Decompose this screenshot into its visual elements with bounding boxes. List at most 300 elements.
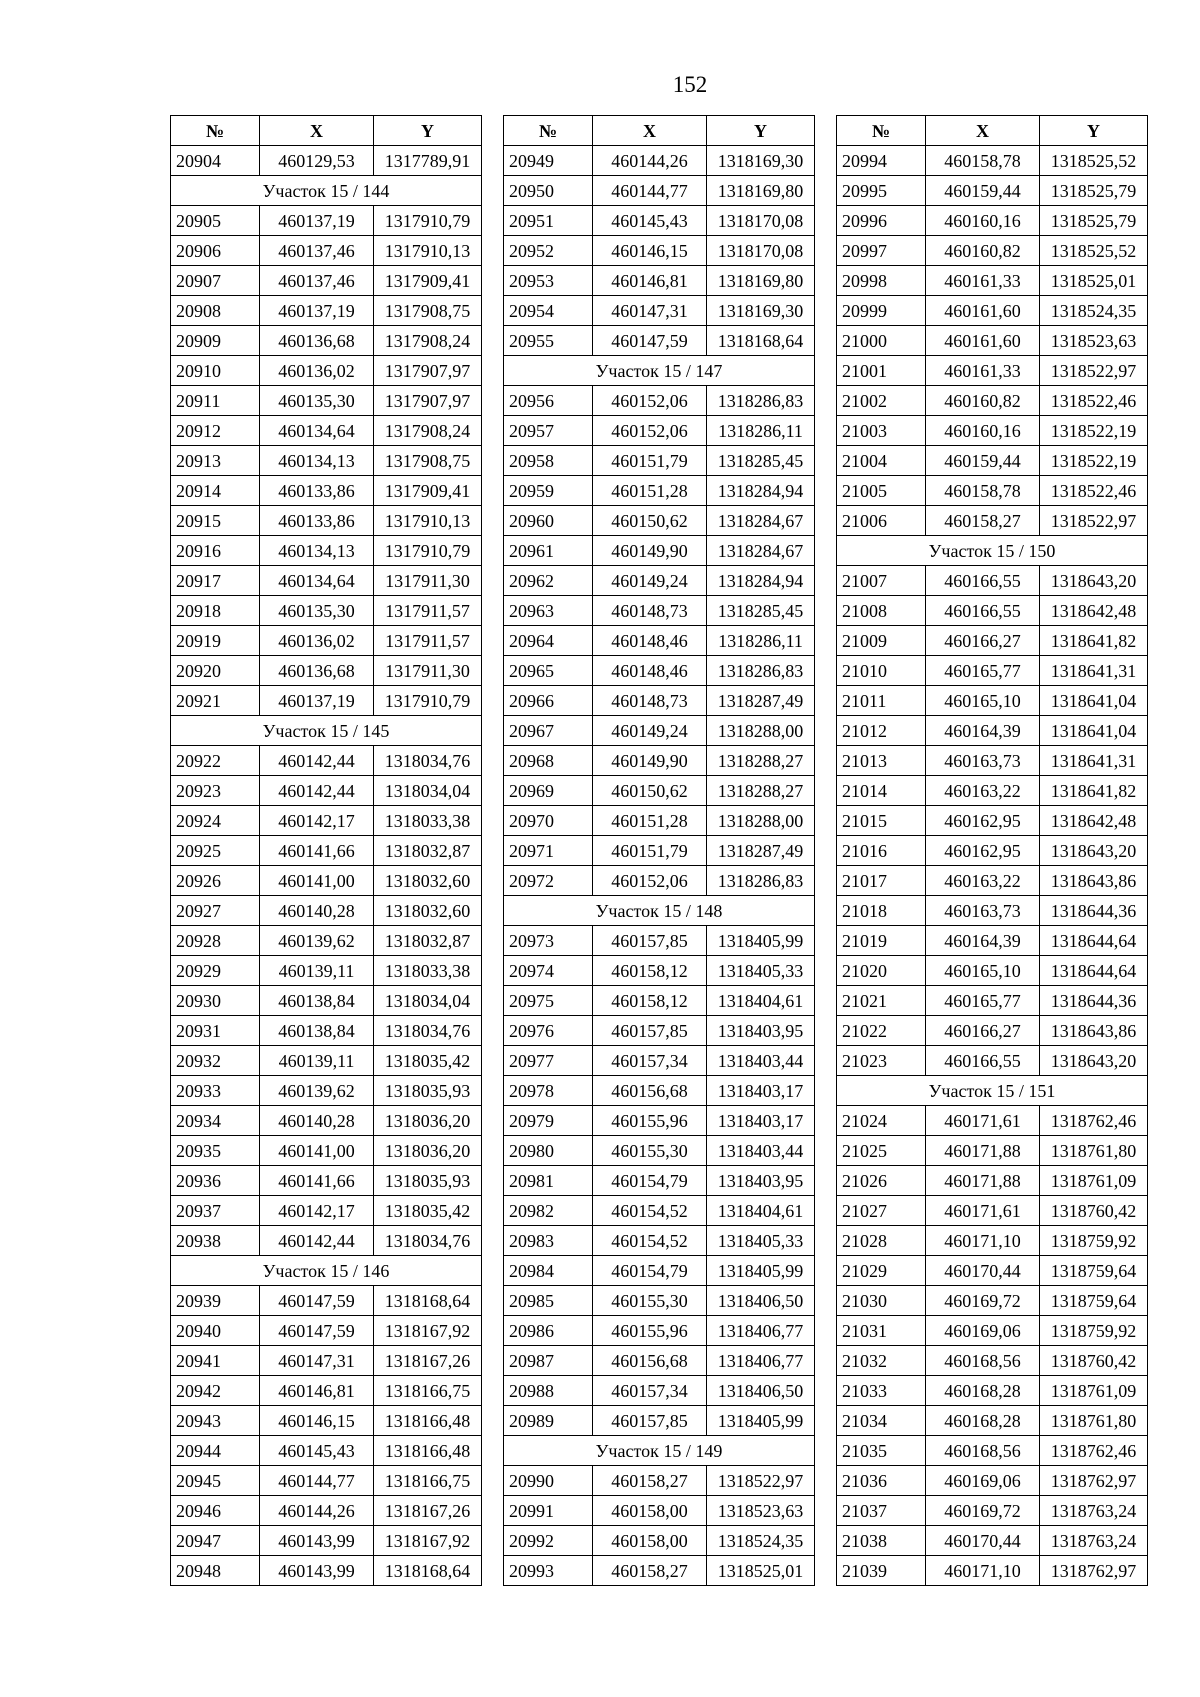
y-coordinate: 1318285,45 bbox=[707, 596, 815, 626]
x-coordinate: 460139,62 bbox=[260, 1076, 374, 1106]
y-coordinate: 1318525,52 bbox=[1040, 236, 1148, 266]
table-row bbox=[837, 326, 1148, 356]
x-coordinate: 460141,00 bbox=[260, 866, 374, 896]
table-row bbox=[504, 836, 815, 866]
point-number: 20971 bbox=[504, 836, 593, 866]
table-row bbox=[171, 326, 482, 356]
table-row bbox=[837, 176, 1148, 206]
table-row bbox=[837, 1136, 1148, 1166]
x-coordinate: 460139,11 bbox=[260, 1046, 374, 1076]
point-number: 20973 bbox=[504, 926, 593, 956]
point-number: 21031 bbox=[837, 1316, 926, 1346]
table-row bbox=[837, 596, 1148, 626]
point-number: 20946 bbox=[171, 1496, 260, 1526]
y-coordinate: 1318406,77 bbox=[707, 1346, 815, 1376]
point-number: 20927 bbox=[171, 896, 260, 926]
x-coordinate: 460157,85 bbox=[593, 1406, 707, 1436]
point-number: 20983 bbox=[504, 1226, 593, 1256]
x-coordinate: 460163,22 bbox=[926, 866, 1040, 896]
point-number: 20950 bbox=[504, 176, 593, 206]
table-row bbox=[837, 836, 1148, 866]
x-coordinate: 460134,64 bbox=[260, 566, 374, 596]
point-number: 20977 bbox=[504, 1046, 593, 1076]
y-coordinate: 1318643,20 bbox=[1040, 836, 1148, 866]
x-coordinate: 460134,13 bbox=[260, 446, 374, 476]
table-row bbox=[504, 1046, 815, 1076]
coordinates-table-1 bbox=[170, 115, 482, 1586]
x-coordinate: 460155,96 bbox=[593, 1316, 707, 1346]
y-coordinate: 1318522,19 bbox=[1040, 446, 1148, 476]
point-number: 20978 bbox=[504, 1076, 593, 1106]
point-number: 21002 bbox=[837, 386, 926, 416]
x-coordinate: 460139,62 bbox=[260, 926, 374, 956]
table-row bbox=[837, 1406, 1148, 1436]
x-coordinate: 460151,28 bbox=[593, 806, 707, 836]
y-coordinate: 1318763,24 bbox=[1040, 1526, 1148, 1556]
point-number: 20953 bbox=[504, 266, 593, 296]
x-coordinate: 460140,28 bbox=[260, 896, 374, 926]
point-number: 20957 bbox=[504, 416, 593, 446]
x-coordinate: 460142,17 bbox=[260, 806, 374, 836]
y-header: Y bbox=[707, 116, 815, 146]
table-row bbox=[504, 656, 815, 686]
table-row bbox=[504, 176, 815, 206]
y-coordinate: 1318641,82 bbox=[1040, 626, 1148, 656]
y-coordinate: 1318032,87 bbox=[374, 926, 482, 956]
x-coordinate: 460166,27 bbox=[926, 1016, 1040, 1046]
table-row bbox=[837, 356, 1148, 386]
table-row bbox=[504, 1526, 815, 1556]
x-coordinate: 460147,31 bbox=[593, 296, 707, 326]
point-number: 20941 bbox=[171, 1346, 260, 1376]
point-number: 21013 bbox=[837, 746, 926, 776]
point-number: 20915 bbox=[171, 506, 260, 536]
table-row bbox=[504, 506, 815, 536]
point-number: 21017 bbox=[837, 866, 926, 896]
table-row bbox=[171, 356, 482, 386]
y-coordinate: 1318035,42 bbox=[374, 1196, 482, 1226]
x-coordinate: 460142,17 bbox=[260, 1196, 374, 1226]
x-coordinate: 460144,77 bbox=[260, 1466, 374, 1496]
y-coordinate: 1318523,63 bbox=[707, 1496, 815, 1526]
y-coordinate: 1318642,48 bbox=[1040, 806, 1148, 836]
x-coordinate: 460163,73 bbox=[926, 746, 1040, 776]
point-number: 21018 bbox=[837, 896, 926, 926]
y-coordinate: 1318762,97 bbox=[1040, 1556, 1148, 1586]
x-coordinate: 460158,27 bbox=[593, 1466, 707, 1496]
y-header: Y bbox=[1040, 116, 1148, 146]
point-number: 20947 bbox=[171, 1526, 260, 1556]
point-number: 20987 bbox=[504, 1346, 593, 1376]
x-coordinate: 460150,62 bbox=[593, 776, 707, 806]
table-row bbox=[504, 236, 815, 266]
y-coordinate: 1318169,30 bbox=[707, 296, 815, 326]
x-coordinate: 460158,12 bbox=[593, 956, 707, 986]
point-number: 20935 bbox=[171, 1136, 260, 1166]
point-number: 20989 bbox=[504, 1406, 593, 1436]
table-row bbox=[504, 956, 815, 986]
x-coordinate: 460137,46 bbox=[260, 236, 374, 266]
y-coordinate: 1317910,79 bbox=[374, 686, 482, 716]
y-coordinate: 1317911,57 bbox=[374, 596, 482, 626]
x-coordinate: 460146,81 bbox=[593, 266, 707, 296]
x-coordinate: 460143,99 bbox=[260, 1526, 374, 1556]
y-coordinate: 1318036,20 bbox=[374, 1106, 482, 1136]
table-row bbox=[171, 206, 482, 236]
y-coordinate: 1318641,82 bbox=[1040, 776, 1148, 806]
y-coordinate: 1318522,46 bbox=[1040, 386, 1148, 416]
point-number: 20936 bbox=[171, 1166, 260, 1196]
y-coordinate: 1317911,30 bbox=[374, 656, 482, 686]
point-number: 20970 bbox=[504, 806, 593, 836]
x-coordinate: 460144,77 bbox=[593, 176, 707, 206]
x-coordinate: 460152,06 bbox=[593, 386, 707, 416]
point-number: 20930 bbox=[171, 986, 260, 1016]
x-coordinate: 460169,72 bbox=[926, 1286, 1040, 1316]
x-coordinate: 460149,90 bbox=[593, 536, 707, 566]
y-coordinate: 1318762,46 bbox=[1040, 1106, 1148, 1136]
table-row bbox=[837, 926, 1148, 956]
y-coordinate: 1318403,95 bbox=[707, 1166, 815, 1196]
x-coordinate: 460164,39 bbox=[926, 716, 1040, 746]
y-coordinate: 1318170,08 bbox=[707, 206, 815, 236]
table-row bbox=[171, 1136, 482, 1166]
section-label: Участок 15 / 149 bbox=[504, 1436, 815, 1466]
point-number: 20906 bbox=[171, 236, 260, 266]
point-number: 20924 bbox=[171, 806, 260, 836]
y-coordinate: 1317910,13 bbox=[374, 236, 482, 266]
y-coordinate: 1318644,64 bbox=[1040, 926, 1148, 956]
point-number: 21037 bbox=[837, 1496, 926, 1526]
x-coordinate: 460146,15 bbox=[260, 1406, 374, 1436]
number-header: № bbox=[837, 116, 926, 146]
y-coordinate: 1318643,86 bbox=[1040, 1016, 1148, 1046]
point-number: 20910 bbox=[171, 356, 260, 386]
point-number: 21003 bbox=[837, 416, 926, 446]
y-coordinate: 1318761,80 bbox=[1040, 1406, 1148, 1436]
x-coordinate: 460168,28 bbox=[926, 1376, 1040, 1406]
table-row bbox=[837, 866, 1148, 896]
y-coordinate: 1318643,20 bbox=[1040, 1046, 1148, 1076]
x-coordinate: 460136,02 bbox=[260, 356, 374, 386]
y-coordinate: 1318032,87 bbox=[374, 836, 482, 866]
x-coordinate: 460158,27 bbox=[926, 506, 1040, 536]
y-coordinate: 1318403,95 bbox=[707, 1016, 815, 1046]
section-label: Участок 15 / 145 bbox=[171, 716, 482, 746]
x-coordinate: 460147,59 bbox=[260, 1286, 374, 1316]
y-coordinate: 1318284,94 bbox=[707, 476, 815, 506]
table-row bbox=[504, 1106, 815, 1136]
table-row bbox=[837, 716, 1148, 746]
point-number: 21020 bbox=[837, 956, 926, 986]
table-row bbox=[171, 476, 482, 506]
point-number: 21010 bbox=[837, 656, 926, 686]
point-number: 20985 bbox=[504, 1286, 593, 1316]
table-row bbox=[504, 806, 815, 836]
y-coordinate: 1318405,33 bbox=[707, 1226, 815, 1256]
table-row bbox=[837, 746, 1148, 776]
x-coordinate: 460140,28 bbox=[260, 1106, 374, 1136]
table-row bbox=[171, 536, 482, 566]
table-row bbox=[504, 386, 815, 416]
point-number: 20964 bbox=[504, 626, 593, 656]
table-row bbox=[504, 1346, 815, 1376]
table-row bbox=[171, 1016, 482, 1046]
x-coordinate: 460145,43 bbox=[260, 1436, 374, 1466]
y-coordinate: 1317911,30 bbox=[374, 566, 482, 596]
point-number: 20959 bbox=[504, 476, 593, 506]
y-coordinate: 1318036,20 bbox=[374, 1136, 482, 1166]
x-coordinate: 460169,72 bbox=[926, 1496, 1040, 1526]
table-row bbox=[504, 776, 815, 806]
x-coordinate: 460171,61 bbox=[926, 1196, 1040, 1226]
point-number: 20907 bbox=[171, 266, 260, 296]
y-coordinate: 1318641,04 bbox=[1040, 716, 1148, 746]
x-coordinate: 460171,88 bbox=[926, 1166, 1040, 1196]
table-row bbox=[837, 1316, 1148, 1346]
point-number: 20952 bbox=[504, 236, 593, 266]
y-coordinate: 1318644,36 bbox=[1040, 896, 1148, 926]
y-coordinate: 1318524,35 bbox=[707, 1526, 815, 1556]
x-coordinate: 460154,52 bbox=[593, 1226, 707, 1256]
table-row bbox=[171, 866, 482, 896]
table-row bbox=[504, 446, 815, 476]
point-number: 21007 bbox=[837, 566, 926, 596]
y-coordinate: 1318286,11 bbox=[707, 626, 815, 656]
y-coordinate: 1318035,93 bbox=[374, 1166, 482, 1196]
y-coordinate: 1317910,13 bbox=[374, 506, 482, 536]
table-row bbox=[171, 1226, 482, 1256]
x-coordinate: 460157,34 bbox=[593, 1376, 707, 1406]
x-coordinate: 460144,26 bbox=[260, 1496, 374, 1526]
x-coordinate: 460168,56 bbox=[926, 1436, 1040, 1466]
y-coordinate: 1318405,99 bbox=[707, 1256, 815, 1286]
y-coordinate: 1317907,97 bbox=[374, 356, 482, 386]
x-coordinate: 460166,55 bbox=[926, 596, 1040, 626]
table-row bbox=[837, 896, 1148, 926]
x-coordinate: 460149,90 bbox=[593, 746, 707, 776]
y-coordinate: 1318525,79 bbox=[1040, 206, 1148, 236]
table-row bbox=[504, 476, 815, 506]
point-number: 21019 bbox=[837, 926, 926, 956]
point-number: 20944 bbox=[171, 1436, 260, 1466]
table-row bbox=[837, 1256, 1148, 1286]
y-coordinate: 1318033,38 bbox=[374, 956, 482, 986]
x-coordinate: 460134,13 bbox=[260, 536, 374, 566]
y-coordinate: 1318522,46 bbox=[1040, 476, 1148, 506]
y-coordinate: 1318284,94 bbox=[707, 566, 815, 596]
table-row bbox=[504, 1376, 815, 1406]
x-coordinate: 460159,44 bbox=[926, 176, 1040, 206]
point-number: 20988 bbox=[504, 1376, 593, 1406]
x-coordinate: 460165,77 bbox=[926, 986, 1040, 1016]
x-coordinate: 460148,46 bbox=[593, 626, 707, 656]
point-number: 20962 bbox=[504, 566, 593, 596]
x-coordinate: 460145,43 bbox=[593, 206, 707, 236]
y-coordinate: 1317909,41 bbox=[374, 266, 482, 296]
y-coordinate: 1318760,42 bbox=[1040, 1346, 1148, 1376]
section-row bbox=[171, 176, 482, 206]
point-number: 20909 bbox=[171, 326, 260, 356]
table-row bbox=[171, 986, 482, 1016]
point-number: 20997 bbox=[837, 236, 926, 266]
x-coordinate: 460157,34 bbox=[593, 1046, 707, 1076]
table-row bbox=[171, 1376, 482, 1406]
y-coordinate: 1318034,76 bbox=[374, 1226, 482, 1256]
y-coordinate: 1317910,79 bbox=[374, 536, 482, 566]
point-number: 21039 bbox=[837, 1556, 926, 1586]
header-row bbox=[837, 116, 1148, 146]
y-coordinate: 1318761,09 bbox=[1040, 1166, 1148, 1196]
point-number: 20969 bbox=[504, 776, 593, 806]
y-coordinate: 1318403,44 bbox=[707, 1046, 815, 1076]
table-row bbox=[837, 1466, 1148, 1496]
table-row bbox=[171, 1526, 482, 1556]
table-row bbox=[171, 1166, 482, 1196]
header-row bbox=[504, 116, 815, 146]
point-number: 20955 bbox=[504, 326, 593, 356]
y-coordinate: 1318403,17 bbox=[707, 1106, 815, 1136]
x-coordinate: 460148,46 bbox=[593, 656, 707, 686]
table-row bbox=[837, 1016, 1148, 1046]
x-coordinate: 460149,24 bbox=[593, 566, 707, 596]
x-coordinate: 460137,19 bbox=[260, 686, 374, 716]
y-coordinate: 1318759,92 bbox=[1040, 1316, 1148, 1346]
table-row bbox=[837, 506, 1148, 536]
x-coordinate: 460170,44 bbox=[926, 1526, 1040, 1556]
y-coordinate: 1318284,67 bbox=[707, 536, 815, 566]
x-coordinate: 460160,16 bbox=[926, 416, 1040, 446]
x-coordinate: 460137,19 bbox=[260, 296, 374, 326]
point-number: 20956 bbox=[504, 386, 593, 416]
point-number: 21030 bbox=[837, 1286, 926, 1316]
x-coordinate: 460149,24 bbox=[593, 716, 707, 746]
y-coordinate: 1318405,33 bbox=[707, 956, 815, 986]
table-row bbox=[837, 656, 1148, 686]
x-coordinate: 460161,60 bbox=[926, 326, 1040, 356]
x-coordinate: 460155,30 bbox=[593, 1136, 707, 1166]
x-coordinate: 460166,55 bbox=[926, 1046, 1040, 1076]
table-row bbox=[837, 956, 1148, 986]
point-number: 20939 bbox=[171, 1286, 260, 1316]
y-coordinate: 1317908,24 bbox=[374, 416, 482, 446]
x-coordinate: 460142,44 bbox=[260, 1226, 374, 1256]
y-coordinate: 1318525,01 bbox=[707, 1556, 815, 1586]
y-coordinate: 1318759,64 bbox=[1040, 1286, 1148, 1316]
x-coordinate: 460166,27 bbox=[926, 626, 1040, 656]
table-row bbox=[837, 686, 1148, 716]
point-number: 21025 bbox=[837, 1136, 926, 1166]
table-row bbox=[504, 1196, 815, 1226]
table-row bbox=[837, 986, 1148, 1016]
point-number: 21029 bbox=[837, 1256, 926, 1286]
table-row bbox=[837, 266, 1148, 296]
point-number: 20916 bbox=[171, 536, 260, 566]
x-coordinate: 460133,86 bbox=[260, 476, 374, 506]
y-coordinate: 1318287,49 bbox=[707, 836, 815, 866]
y-coordinate: 1318034,76 bbox=[374, 1016, 482, 1046]
point-number: 21004 bbox=[837, 446, 926, 476]
x-coordinate: 460154,52 bbox=[593, 1196, 707, 1226]
point-number: 20921 bbox=[171, 686, 260, 716]
table-row bbox=[504, 1406, 815, 1436]
x-coordinate: 460152,06 bbox=[593, 416, 707, 446]
y-coordinate: 1317910,79 bbox=[374, 206, 482, 236]
point-number: 20998 bbox=[837, 266, 926, 296]
table-row bbox=[504, 266, 815, 296]
x-coordinate: 460152,06 bbox=[593, 866, 707, 896]
y-coordinate: 1318286,83 bbox=[707, 866, 815, 896]
table-row bbox=[171, 146, 482, 176]
table-row bbox=[837, 1046, 1148, 1076]
table-row bbox=[504, 416, 815, 446]
table-row bbox=[171, 1436, 482, 1466]
point-number: 21027 bbox=[837, 1196, 926, 1226]
point-number: 20937 bbox=[171, 1196, 260, 1226]
point-number: 20982 bbox=[504, 1196, 593, 1226]
x-coordinate: 460139,11 bbox=[260, 956, 374, 986]
table-row bbox=[171, 1346, 482, 1376]
table-row bbox=[837, 1196, 1148, 1226]
table-row bbox=[837, 806, 1148, 836]
x-coordinate: 460147,31 bbox=[260, 1346, 374, 1376]
table-row bbox=[504, 1496, 815, 1526]
x-coordinate: 460151,79 bbox=[593, 446, 707, 476]
table-row bbox=[504, 746, 815, 776]
table-row bbox=[171, 506, 482, 536]
x-coordinate: 460160,82 bbox=[926, 236, 1040, 266]
table-row bbox=[171, 1316, 482, 1346]
point-number: 20968 bbox=[504, 746, 593, 776]
point-number: 20905 bbox=[171, 206, 260, 236]
table-row bbox=[837, 1286, 1148, 1316]
point-number: 20949 bbox=[504, 146, 593, 176]
point-number: 20994 bbox=[837, 146, 926, 176]
table-row bbox=[171, 1046, 482, 1076]
y-coordinate: 1318761,80 bbox=[1040, 1136, 1148, 1166]
table-row bbox=[171, 1196, 482, 1226]
y-coordinate: 1318762,97 bbox=[1040, 1466, 1148, 1496]
table-row bbox=[504, 1466, 815, 1496]
table-row bbox=[837, 1226, 1148, 1256]
x-header: X bbox=[260, 116, 374, 146]
table-row bbox=[504, 1076, 815, 1106]
point-number: 21012 bbox=[837, 716, 926, 746]
point-number: 21021 bbox=[837, 986, 926, 1016]
coordinates-table-2 bbox=[503, 115, 815, 1586]
table-row bbox=[171, 776, 482, 806]
table-row bbox=[171, 266, 482, 296]
table-row bbox=[171, 236, 482, 266]
table-row bbox=[837, 1436, 1148, 1466]
y-coordinate: 1318166,75 bbox=[374, 1376, 482, 1406]
x-coordinate: 460151,79 bbox=[593, 836, 707, 866]
point-number: 21022 bbox=[837, 1016, 926, 1046]
y-coordinate: 1317907,97 bbox=[374, 386, 482, 416]
point-number: 20976 bbox=[504, 1016, 593, 1046]
point-number: 20938 bbox=[171, 1226, 260, 1256]
y-coordinate: 1318167,26 bbox=[374, 1496, 482, 1526]
table-row bbox=[837, 476, 1148, 506]
y-coordinate: 1318644,36 bbox=[1040, 986, 1148, 1016]
y-coordinate: 1318166,75 bbox=[374, 1466, 482, 1496]
x-coordinate: 460156,68 bbox=[593, 1346, 707, 1376]
x-coordinate: 460136,02 bbox=[260, 626, 374, 656]
x-coordinate: 460134,64 bbox=[260, 416, 374, 446]
y-coordinate: 1318759,64 bbox=[1040, 1256, 1148, 1286]
x-coordinate: 460154,79 bbox=[593, 1256, 707, 1286]
point-number: 21016 bbox=[837, 836, 926, 866]
